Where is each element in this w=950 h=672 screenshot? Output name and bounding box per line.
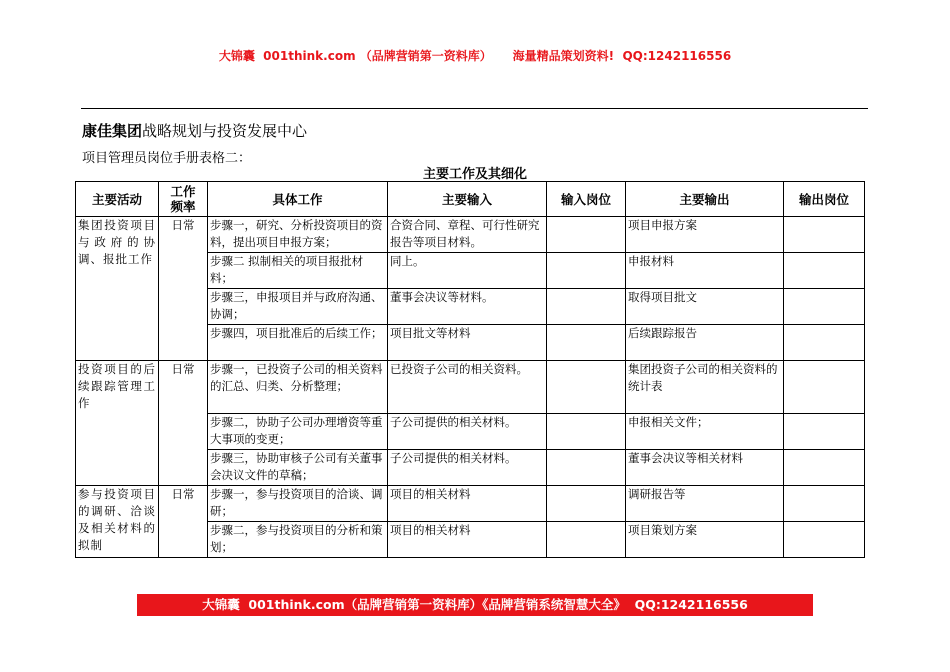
input-cell: 项目批文等材料 <box>388 325 547 361</box>
work-table <box>75 181 865 558</box>
output-post-cell <box>784 486 865 522</box>
input-cell: 子公司提供的相关材料。 <box>388 414 547 450</box>
detail-cell: 步骤四，项目批准后的后续工作； <box>208 325 388 361</box>
activity-cell: 参与投资项目的调研、洽谈及相关材料的拟制 <box>76 486 159 558</box>
input-cell: 项目的相关材料 <box>388 486 547 522</box>
detail-cell: 步骤一，参与投资项目的洽谈、调研； <box>208 486 388 522</box>
output-cell: 董事会决议等相关材料 <box>626 450 784 486</box>
output-post-cell <box>784 414 865 450</box>
input-post-cell <box>547 289 626 325</box>
col-header-activity: 主要活动 <box>76 182 159 217</box>
output-cell: 项目策划方案 <box>626 522 784 558</box>
input-cell: 同上。 <box>388 253 547 289</box>
input-post-cell <box>547 325 626 361</box>
input-post-cell <box>547 361 626 414</box>
company-name-rest: 战略规划与投资发展中心 <box>142 122 308 140</box>
output-cell: 申报材料 <box>626 253 784 289</box>
input-cell: 已投资子公司的相关资料。 <box>388 361 547 414</box>
col-header-frequency-line1: 工作 <box>170 184 196 199</box>
table-header-row <box>76 182 865 217</box>
col-header-frequency <box>159 182 208 217</box>
col-header-input: 主要输入 <box>388 182 547 217</box>
detail-cell: 步骤二 拟制相关的项目报批材料； <box>208 253 388 289</box>
col-header-output-post: 输出岗位 <box>784 182 865 217</box>
activity-cell: 集团投资项目与政府的协调、报批工作 <box>76 217 159 361</box>
input-cell: 子公司提供的相关材料。 <box>388 450 547 486</box>
col-header-frequency-line2: 频率 <box>170 199 196 214</box>
output-post-cell <box>784 325 865 361</box>
output-post-cell <box>784 450 865 486</box>
detail-cell: 步骤二，参与投资项目的分析和策划； <box>208 522 388 558</box>
table-title: 主要工作及其细化 <box>422 167 527 182</box>
detail-cell: 步骤三，协助审核子公司有关董事会决议文件的草稿； <box>208 450 388 486</box>
input-post-cell <box>547 522 626 558</box>
header-divider <box>81 108 868 109</box>
form-subtitle: 项目管理员岗位手册表格二： <box>82 151 252 166</box>
output-cell: 集团投资子公司的相关资料的统计表 <box>626 361 784 414</box>
input-post-cell <box>547 217 626 253</box>
frequency-cell: 日常 <box>159 486 208 558</box>
frequency-cell: 日常 <box>159 361 208 486</box>
col-header-input-post: 输入岗位 <box>547 182 626 217</box>
input-cell: 董事会决议等材料。 <box>388 289 547 325</box>
detail-cell: 步骤一，研究、分析投资项目的资料，提出项目申报方案； <box>208 217 388 253</box>
frequency-cell: 日常 <box>159 217 208 361</box>
detail-cell: 步骤三，申报项目并与政府沟通、协调； <box>208 289 388 325</box>
output-cell: 项目申报方案 <box>626 217 784 253</box>
detail-cell: 步骤二，协助子公司办理增资等重大事项的变更； <box>208 414 388 450</box>
activity-cell: 投资项目的后续跟踪管理工作 <box>76 361 159 486</box>
input-cell: 项目的相关材料 <box>388 522 547 558</box>
output-post-cell <box>784 361 865 414</box>
output-cell: 取得项目批文 <box>626 289 784 325</box>
input-cell: 合资合同、章程、可行性研究报告等项目材料。 <box>388 217 547 253</box>
footer-banner: 大锦囊 001think.com（品牌营销第一资料库）《品牌营销系统智慧大全》 QQ:1242116556 <box>137 594 813 616</box>
output-cell: 调研报告等 <box>626 486 784 522</box>
company-title <box>82 120 307 141</box>
output-post-cell <box>784 522 865 558</box>
col-header-detail: 具体工作 <box>208 182 388 217</box>
output-post-cell <box>784 289 865 325</box>
detail-cell: 步骤一，已投资子公司的相关资料的汇总、归类、分析整理； <box>208 361 388 414</box>
input-post-cell <box>547 253 626 289</box>
col-header-output: 主要输出 <box>626 182 784 217</box>
output-post-cell <box>784 217 865 253</box>
input-post-cell <box>547 450 626 486</box>
output-cell: 申报相关文件； <box>626 414 784 450</box>
header-banner: 大锦囊 001think.com （品牌营销第一资料库） 海量精品策划资料! QQ:1242116556 <box>218 49 732 63</box>
table-row <box>76 217 865 253</box>
table-row <box>76 361 865 414</box>
input-post-cell <box>547 486 626 522</box>
table-row <box>76 486 865 522</box>
input-post-cell <box>547 414 626 450</box>
company-name-bold: 康佳集团 <box>82 122 143 140</box>
output-post-cell <box>784 253 865 289</box>
output-cell: 后续跟踪报告 <box>626 325 784 361</box>
